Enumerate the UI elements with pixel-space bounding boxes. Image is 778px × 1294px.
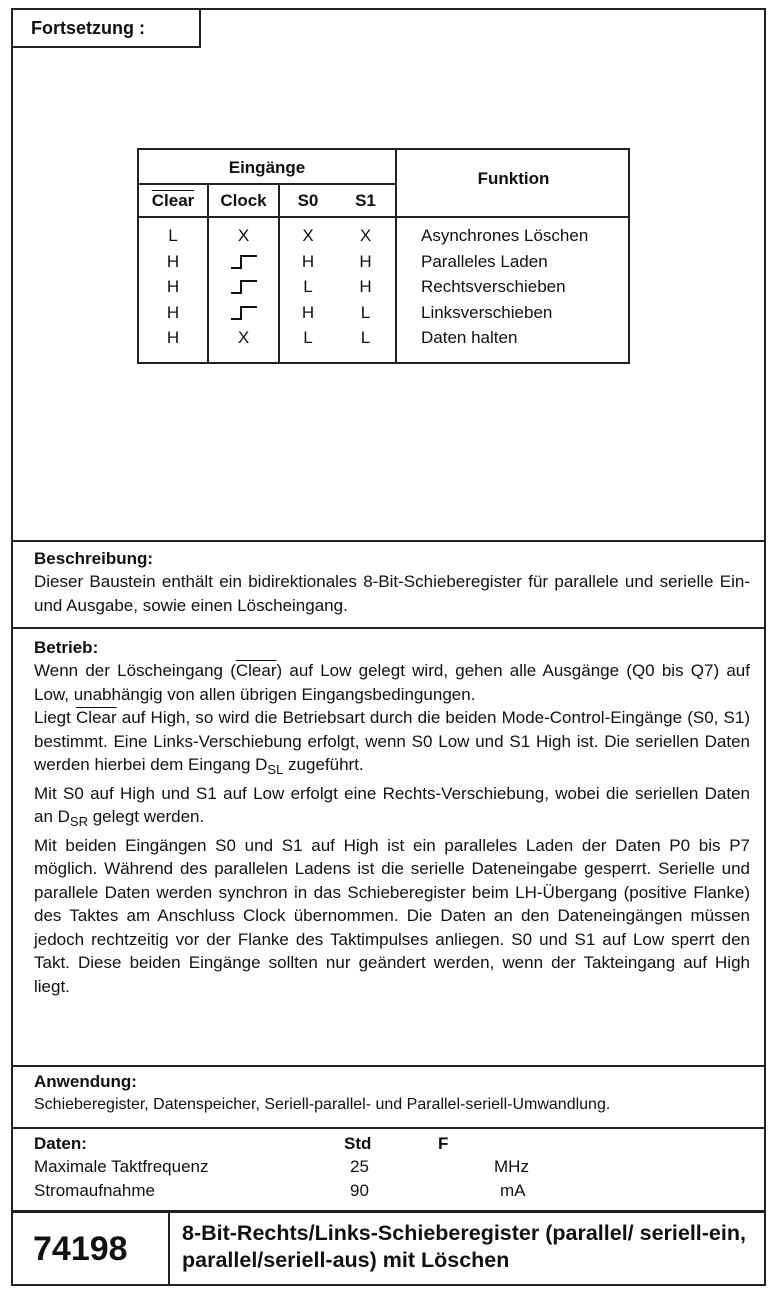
rising-edge-icon [230,280,258,294]
table-cell-clock [209,252,278,272]
table-cell-s1: H [359,277,372,296]
anwendung-text: Schieberegister, Datenspeicher, Seriell-parallel- und Parallel-seriell-Umwandlung. [34,1096,611,1113]
footer-divider [168,1212,170,1286]
table-cell-function: Paralleles Laden [421,251,548,271]
table-cell-clock: X [237,226,250,245]
col-clock: Clock [220,191,267,210]
daten-row-std: 90 [350,1181,369,1200]
part-number: 74198 [33,1230,128,1268]
daten-col-std: Std [344,1134,372,1153]
betrieb-heading: Betrieb: [34,638,99,657]
rising-edge-icon [230,306,258,320]
betrieb-paragraph-3: Mit S0 auf High und S1 auf Low erfolgt eine Rechts-Verschiebung, wobei die seriellen Daten an $D_{SR}$ gelegt werden. [34,783,750,829]
table-cell-s1: H [359,251,372,271]
col-clear: Clear [151,191,195,210]
daten-row-label: Maximale Taktfrequenz [34,1157,209,1176]
col-s0: S0 [297,191,319,210]
daten-row-unit: mA [500,1181,526,1200]
section-divider [11,627,766,629]
table-cell-s1: X [359,226,372,245]
table-cell-clear: H [166,302,180,322]
table-divider [139,216,628,218]
section-divider [11,540,766,542]
betrieb-paragraph-2: Liegt Clear auf High, so wird die Betriebsart durch die beiden Mode-Control-Eingänge (S0, S1) bestimmt. Eine Links-Verschiebung erfolgt, wenn S0 Low und S1 High ist. Die seriellen Daten werden hierbei dem Eingang $D_{SL}$ zugeführt. [34,708,750,777]
betrieb-paragraph-4: Mit beiden Eingängen S0 und S1 auf High ist ein paralleles Laden der Daten P0 bis P7 möglich. Während des parallelen Ladens ist die serielle Dateneingabe gesperrt. Serielle und parallele Daten werden synchron in das Schieberegister beim LH-Übergang (positive Flanke) des Taktes am Anschluss Clock übernommen. Die Daten an den Dateneingängen müssen jedoch rechtzeitig vor der Flanke des Taktimpulses anliegen. S0 und S1 auf Low sperrt den Takt. Diese beiden Eingänge sollten nur geändert werden, wenn der Takteingang auf High liegt. [34,835,750,996]
table-cell-function: Daten halten [421,328,518,347]
inputs-header: Eingänge [228,158,306,177]
beschreibung-section [34,548,750,617]
table-cell-s0: H [301,302,315,322]
anwendung-section [34,1071,750,1117]
col-s1: S1 [355,191,376,210]
truth-table [137,148,630,364]
beschreibung-text: Dieser Baustein enthält ein bidirektionales 8-Bit-Schieberegister für parallele und serielle Ein- und Ausgabe, sowie einen Löscheingang. [34,572,750,615]
section-divider [11,1127,766,1129]
table-cell-function: Rechtsverschieben [421,277,566,296]
table-cell-clock [209,303,278,323]
table-cell-clear: H [166,251,180,271]
section-divider [11,1065,766,1067]
daten-heading: Daten: [34,1134,87,1153]
table-cell-s1: L [360,302,371,322]
daten-row-unit: MHz [494,1157,529,1176]
betrieb-section [34,637,750,998]
part-title: 8-Bit-Rechts/Links-Schieberegister (parallel/ seriell-ein, parallel/seriell-aus) mit Löschen [182,1221,746,1272]
table-cell-s0: X [302,226,314,245]
betrieb-paragraph-1: Wenn der Löscheingang (Clear) auf Low gelegt wird, gehen alle Ausgänge (Q0 bis Q7) auf Low, unabhängig von allen übrigen Eingangsbedingungen. [34,661,750,704]
daten-row-label: Stromaufnahme [34,1181,155,1200]
table-cell-function: Linksverschieben [421,302,553,322]
table-cell-clock [209,277,278,297]
continuation-tab: Fortsetzung : [11,8,201,48]
anwendung-heading: Anwendung: [34,1072,137,1091]
table-cell-clear: L [168,226,178,245]
table-cell-clear: H [166,328,180,347]
table-divider [139,183,395,185]
daten-col-f: F [438,1134,449,1153]
rising-edge-icon [230,255,258,269]
table-cell-clear: H [166,277,180,296]
table-cell-s0: L [303,328,313,347]
table-cell-s1: L [360,328,371,347]
table-cell-s0: L [303,277,313,296]
table-cell-function: Asynchrones Löschen [421,226,589,245]
table-cell-clock: X [237,328,250,347]
daten-row-std: 25 [350,1157,369,1176]
beschreibung-heading: Beschreibung: [34,549,154,568]
function-header: Funktion [477,169,550,188]
table-cell-s0: H [301,251,315,271]
